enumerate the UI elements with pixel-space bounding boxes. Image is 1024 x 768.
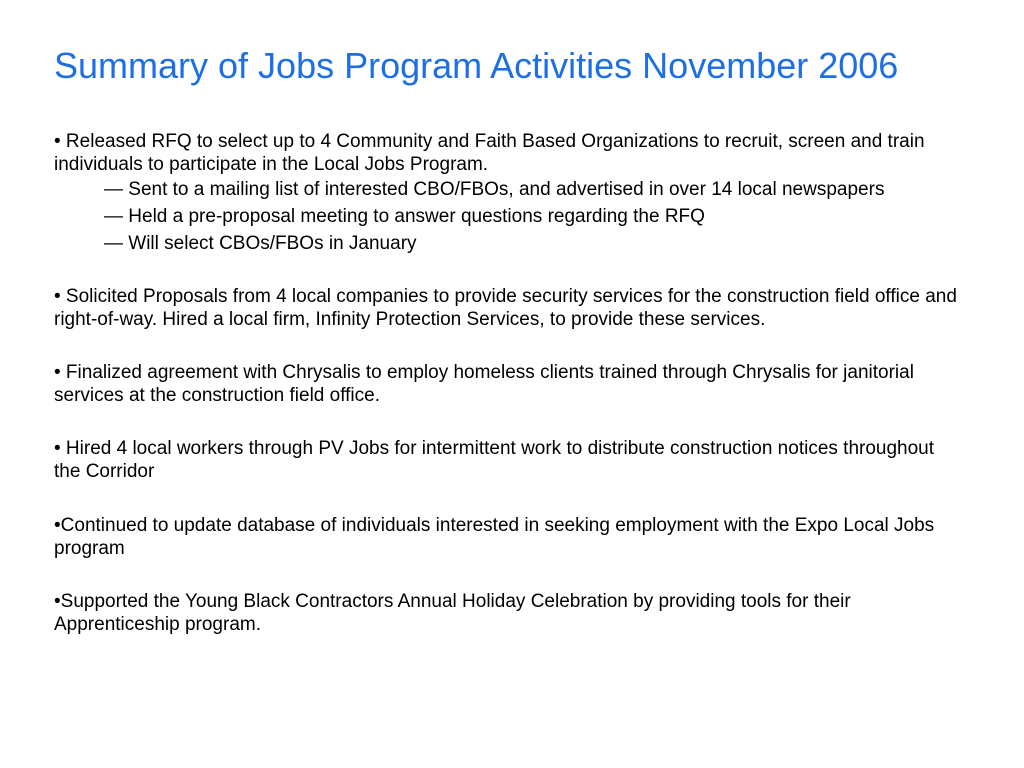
- sub-item-pre-proposal-meeting: — Held a pre-proposal meeting to answer questions regarding the RFQ: [104, 206, 705, 227]
- bullet-chrysalis-agreement: • Finalized agreement with Chrysalis to employ homeless clients trained through Chrysalis for janitorial services at the construction field office.: [54, 362, 914, 406]
- sub-item-select-cbos: — Will select CBOs/FBOs in January: [104, 233, 417, 254]
- bullet-local-workers: • Hired 4 local workers through PV Jobs for intermittent work to distribute construction notices throughout the Corridor: [54, 438, 935, 482]
- bullet-rfq: • Released RFQ to select up to 4 Community and Faith Based Organizations to recruit, screen and train individuals to participate in the Local Jobs Program.: [54, 131, 925, 175]
- slide-title: Summary of Jobs Program Activities November 2006: [54, 45, 899, 86]
- bullet-database-update: •Continued to update database of individuals interested in seeking employment with the Expo Local Jobs program: [54, 515, 935, 559]
- slide-content: [54, 130, 964, 636]
- sub-item-mailing-list: — Sent to a mailing list of interested CBO/FBOs, and advertised in over 14 local newspapers: [104, 179, 885, 200]
- bullet-security-services: • Solicited Proposals from 4 local companies to provide security services for the construction field office and right-of-way. Hired a local firm, Infinity Protection Services, to provide these services.: [54, 286, 957, 330]
- rfq-sub-list: [104, 178, 964, 255]
- bullet-holiday-celebration: •Supported the Young Black Contractors Annual Holiday Celebration by providing tools for their Apprenticeship program.: [54, 591, 851, 635]
